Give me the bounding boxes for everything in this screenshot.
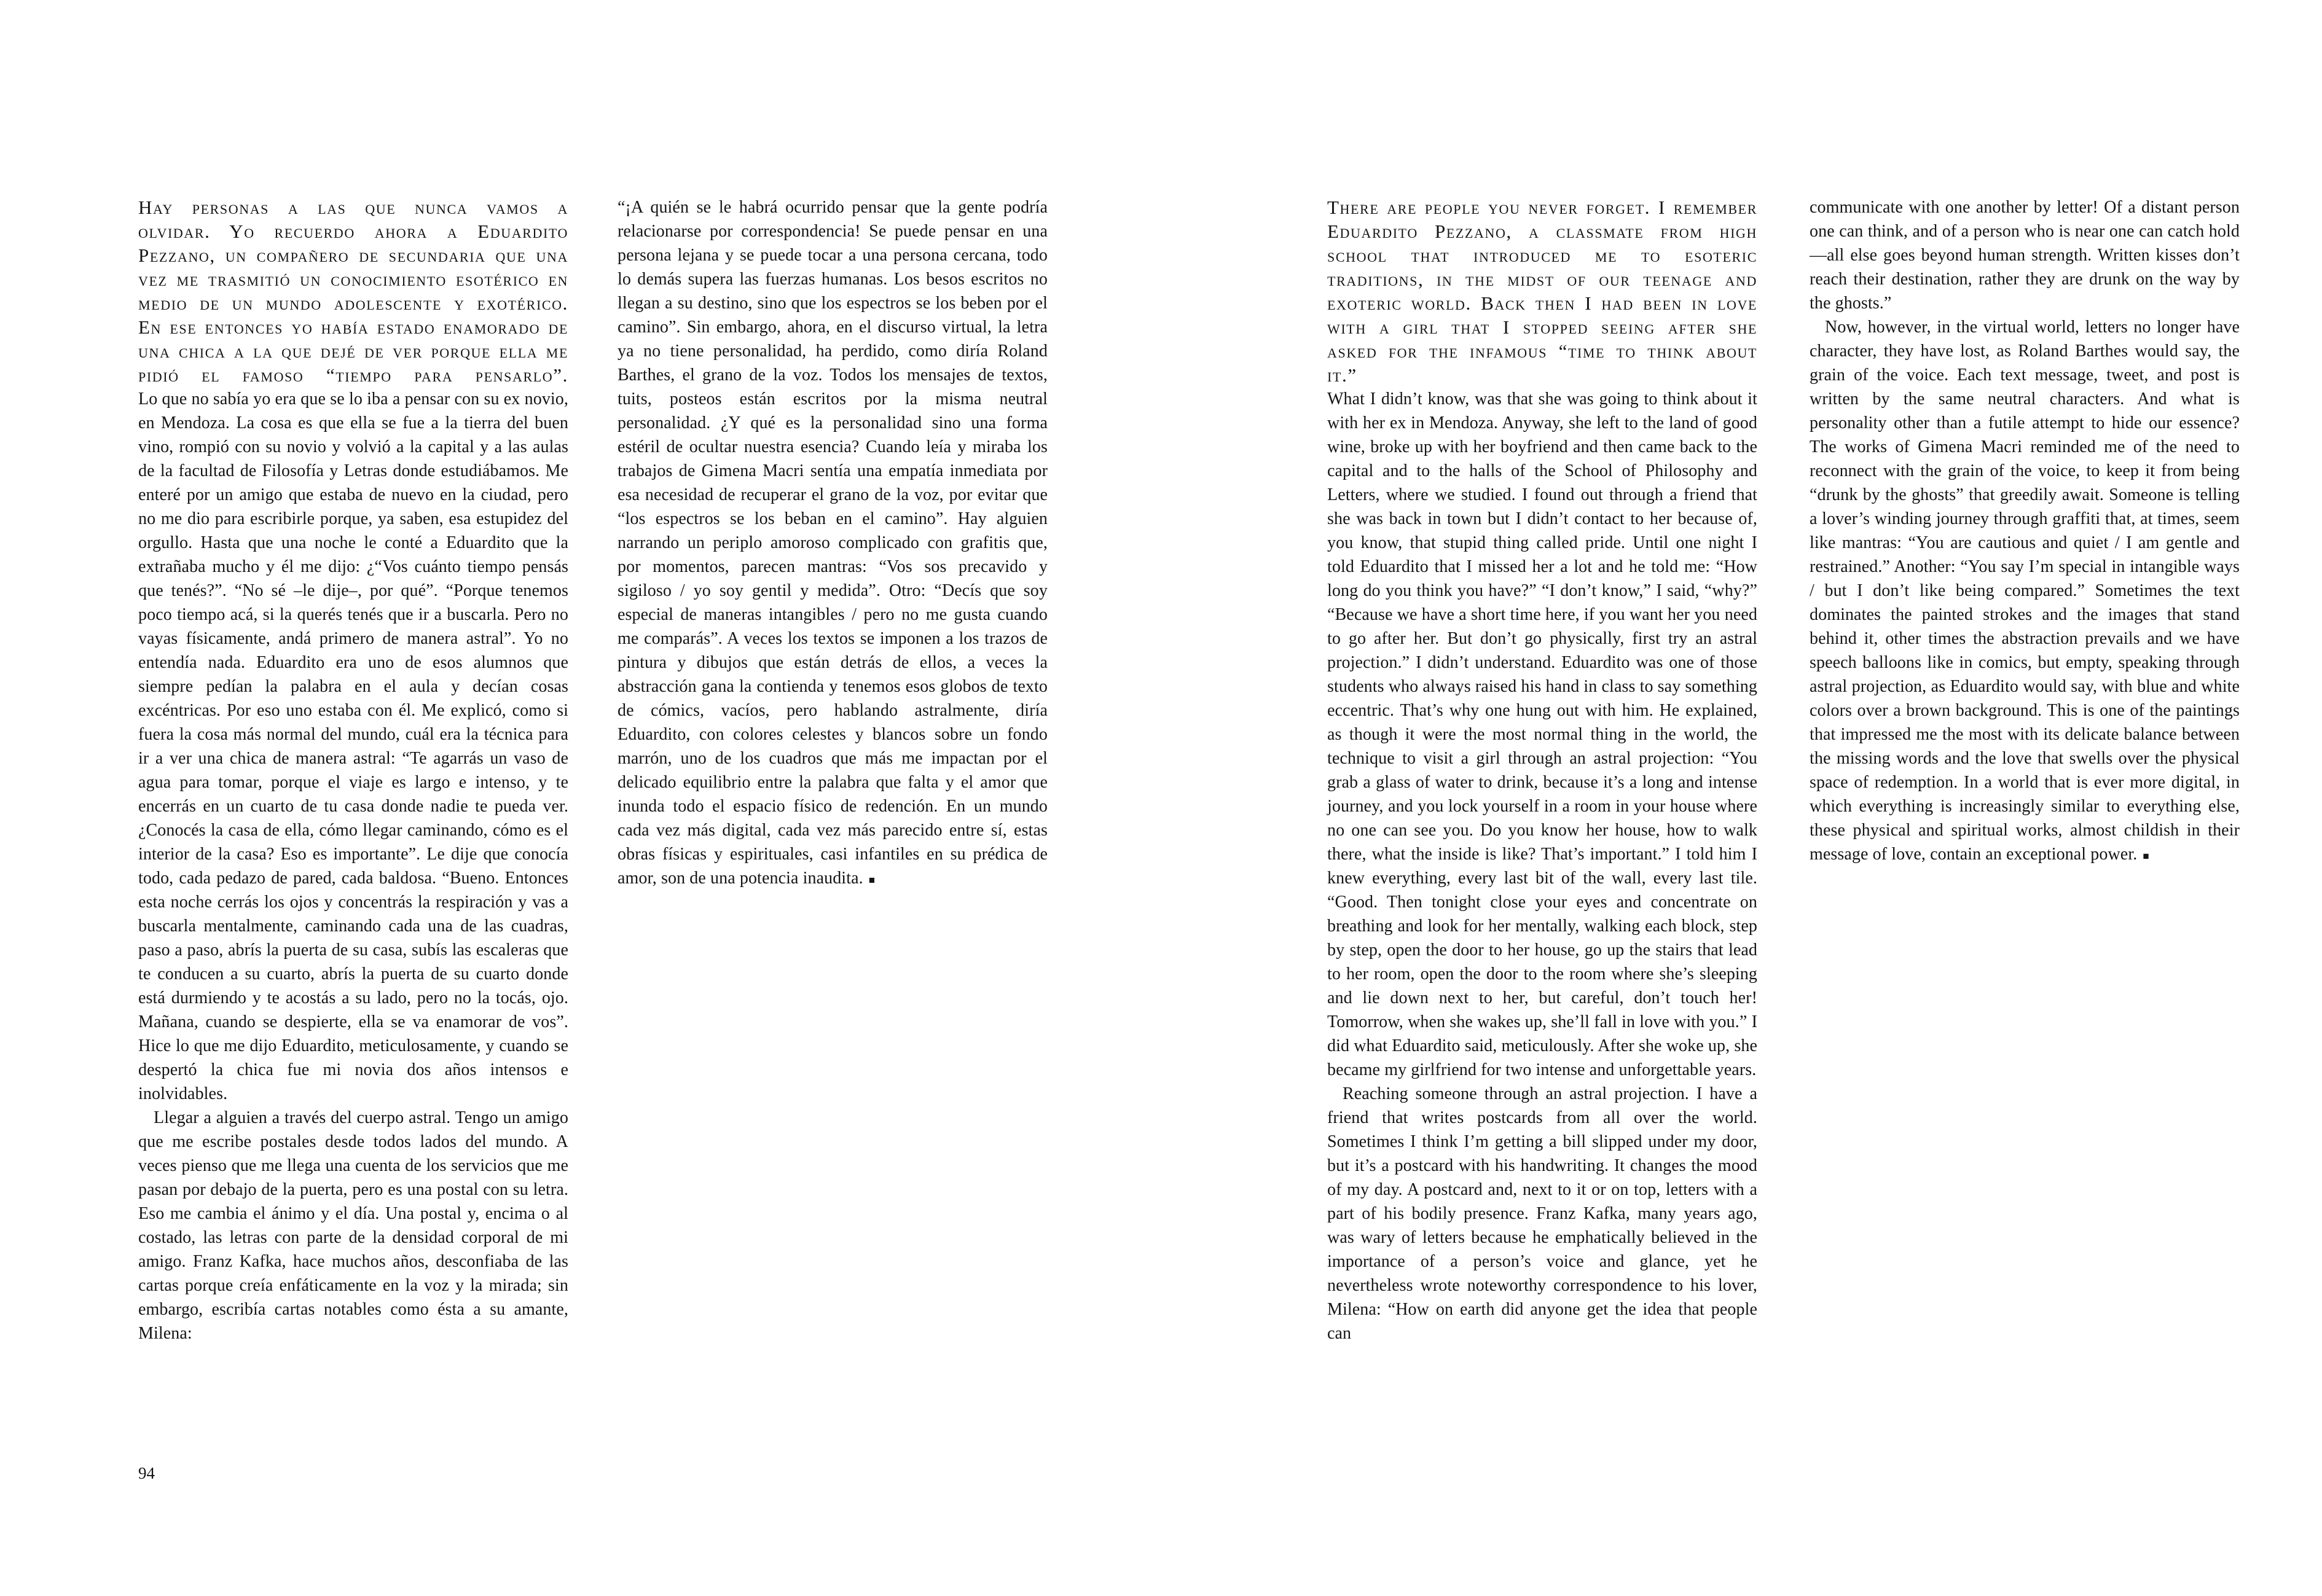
english-paragraph-1-body: What I didn’t know, was that she was going to think about it with her ex in Mendoza. Anyway, she left to the land of good wine, broke up with her boyfriend and then came back to the capital and to the halls of the School of Philosophy and Letters, where we studied. I found out through a friend that she was back in town but I didn’t contact to her because of, you know, that stupid thing called pride. Until one night I told Eduardito that I missed her a lot and he told me: “How long do you think you have?” “I don’t know,” I said, “why?” “Because we have a short time here, if you want her you need to go after her. But don’t go physically, first try an astral projection.” I didn’t understand. Eduardito was one of those students who always raised his hand in class to say something eccentric. That’s why one hung out with him. He explained, as though it were the most normal thing in the world, the technique to visit a girl through an astral projection: “You grab a glass of water to drink, because it’s a long and intense journey, and you lock yourself in a room in your house where no one can see you. Do you know her house, how to walk there, what the inside is like? That’s important.” I told him I knew everything, every last bit of the wall, every last tile. “Good. Then tonight close your eyes and concentrate on breathing and look for her mentally, walking each block, step by step, open the door to her house, go up the stairs that lead to her room, open the door to the room where she’s sleeping and lie down next to her, but careful, don’t touch her! Tomorrow, when she wakes up, she’ll fall in love with you.” I did what Eduardito said, meticulously. After she woke up, she became my girlfriend for two intense and unforgettable years. (1327, 389, 1757, 1079)
page-right (1161, 0, 2322, 1596)
spanish-smallcaps-lede: Hay personas a las que nunca vamos a olvidar. Yo recuerdo ahora a Eduardito Pezzano, un compañero de secundaria que una vez me trasmitió un conocimiento esotérico en medio de un mundo adolescente y exotérico. En ese entonces yo había estado enamorado de una chica a la que dejé de ver porque ella me pidió el famoso “tiempo para pensarlo”. (138, 197, 568, 386)
english-paragraph-3 (1810, 315, 2240, 868)
end-of-article-square-icon: ■ (2143, 850, 2149, 862)
english-paragraph-3-body: Now, however, in the virtual world, letters no longer have character, they have lost, as Roland Barthes would say, the grain of the voice. Each text message, tweet, and post is written by the same neutral characters. And what is personality other than a futile attempt to hide our essence? The works of Gimena Macri reminded me of the need to reconnect with the grain of the voice, to keep it from being “drunk by the ghosts” that greedily await. Someone is telling a lover’s winding journey through graffiti that, at times, seem like mantras: “You are cautious and quiet / I am gentle and restrained.” Another: “You say I’m special in intangible ways / but I don’t like being compared.” Sometimes the text dominates the painted strokes and the images that stand behind it, other times the abstraction prevails and we have speech balloons like in comics, but empty, speaking through astral projection, as Eduardito would say, with blue and white colors over a brown background. This is one of the paintings that impressed me the most with its delicate balance between the missing words and the love that swells over the physical space of redemption. In a world that is ever more digital, in which everything is increasingly similar to everything else, these physical and spiritual works, almost childish in their message of love, contain an exceptional power. (1810, 318, 2240, 864)
spanish-paragraph-1 (138, 195, 568, 1106)
english-column-1 (1327, 195, 1757, 1345)
spanish-column-1 (138, 195, 568, 1345)
spanish-paragraph-2-start: Llegar a alguien a través del cuerpo astral. Tengo un amigo que me escribe postales desde todos lados del mundo. A veces pienso que me llega una cuenta de los servicios que me pasan por debajo de la puerta, pero es una postal con su letra. Eso me cambia el ánimo y el día. Una postal y, encima o al costado, las letras con parte de la densidad corporal de mi amigo. Franz Kafka, hace muchos años, desconfiaba de las cartas porque creía enfáticamente en la voz y la mirada; sin embargo, escribía cartas notables como ésta a su amante, Milena: (138, 1108, 568, 1343)
english-column-2 (1810, 195, 2240, 868)
spanish-paragraph-2-body: “¡A quién se le habrá ocurrido pensar que la gente podría relacionarse por correspondencia! Se puede pensar en una persona lejana y se puede tocar a una persona cercana, todo lo demás supera las fuerzas humanas. Los besos escritos no llegan a su destino, sino que los espectros se los beben por el camino”. Sin embargo, ahora, en el discurso virtual, la letra ya no tiene personalidad, ha perdido, como diría Roland Barthes, el grano de la voz. Todos los mensajes de textos, tuits, posteos están escritos por la misma neutral personalidad. ¿Y qué es la personalidad sino una forma estéril de ocultar nuestra esencia? Cuando leía y miraba los trabajos de Gimena Macri sentía una empatía inmediata por esa necesidad de recuperar el grano de la voz, por evitar que “los espectros se los beban en el camino”. Hay alguien narrando un periplo amoroso complicado con grafitis que, por momentos, parecen mantras: “Vos sos precavido y sigiloso / yo soy gentil y medida”. Otro: “Decís que soy especial de maneras intangibles / pero no me gusta cuando me comparás”. A veces los textos se imponen a los trazos de pintura y dibujos que están detrás de ellos, a veces la abstracción gana la contienda y tenemos esos globos de texto de cómics, vacíos, pero hablando astralmente, diría Eduardito, con colores celestes y blancos sobre un fondo marrón, uno de los cuadros que más me impactan por el delicado equilibrio entre la palabra que falta y el amor que inunda todo el espacio físico de redención. En un mundo cada vez más digital, cada vez más parecido entre sí, estas obras físicas y espirituales, casi infantiles en su prédica de amor, son de una potencia inaudita. (618, 198, 1048, 888)
english-paragraph-2-continued: communicate with one another by letter! Of a distant person one can think, and of a person who is near one can catch hold—all else goes beyond human strength. Written kisses don’t reach their destination, rather they are drunk on the way by the ghosts.” (1810, 198, 2240, 313)
english-smallcaps-lede: There are people you never forget. I remember Eduardito Pezzano, a classmate from high school that introduced me to esoteric traditions, in the midst of our teenage and exoteric world. Back then I had been in love with a girl that I stopped seeing after she asked for the infamous “time to think about it.” (1327, 197, 1757, 386)
spanish-paragraph-1-body: Lo que no sabía yo era que se lo iba a pensar con su ex novio, en Mendoza. La cosa es que ella se fue a la tierra del buen vino, rompió con su novio y volvió a la capital y a las aulas de la facultad de Filosofía y Letras donde estudiábamos. Me enteré por un amigo que estaba de nuevo en la ciudad, pero no me dio para escribirle porque, ya saben, esa estupidez del orgullo. Hasta que una noche le conté a Eduardito que la extrañaba mucho y él me dijo: ¿“Vos cuánto tiempo pensás que tenés?”. “No sé –le dije–, por qué”. “Porque tenemos poco tiempo acá, si la querés tenés que ir a buscarla. Pero no vayas físicamente, andá primero de manera astral”. Yo no entendía nada. Eduardito era uno de esos alumnos que siempre pedían la palabra en el aula y decían cosas excéntricas. Por eso uno estaba con él. Me explicó, como si fuera la cosa más normal del mundo, cuál era la técnica para ir a ver una chica de manera astral: “Te agarrás un vaso de agua para tomar, porque el viaje es largo e intenso, y te encerrás en un cuarto de tu casa donde nadie te pueda ver. ¿Conocés la casa de ella, cómo llegar caminando, cómo es el interior de la casa? Eso es importante”. Le dije que conocía todo, cada pedazo de pared, cada baldosa. “Bueno. Entonces esta noche cerrás los ojos y concentrás la respiración y vas a buscarla mentalmente, caminando cada una de las cuadras, paso a paso, abrís la puerta de su casa, subís las escaleras que te conducen a su cuarto, abrís la puerta de su cuarto donde está durmiendo y te acostás a su lado, pero no la tocás, ojo. Mañana, cuando se despierte, ella se va enamorar de vos”. Hice lo que me dijo Eduardito, meticulosamente, y cuando se despertó la chica fue mi novia dos años intensos e inolvidables. (138, 389, 568, 1103)
spanish-paragraph-2-continued (618, 195, 1048, 892)
english-paragraph-2-start: Reaching someone through an astral projection. I have a friend that writes postcards from all over the world. Sometimes I think I’m getting a bill slipped under my door, but it’s a postcard with his handwriting. It changes the mood of my day. A postcard and, next to it or on top, letters with a part of his bodily presence. Franz Kafka, many years ago, was wary of letters because he emphatically believed in the importance of a person’s voice and glance, yet he nevertheless wrote noteworthy correspondence to his lover, Milena: “How on earth did anyone get the idea that people can (1327, 1084, 1757, 1343)
page-number: 94 (138, 1464, 155, 1482)
english-paragraph-1 (1327, 195, 1757, 1082)
end-of-article-square-icon: ■ (868, 874, 875, 886)
spanish-column-2 (618, 195, 1048, 892)
